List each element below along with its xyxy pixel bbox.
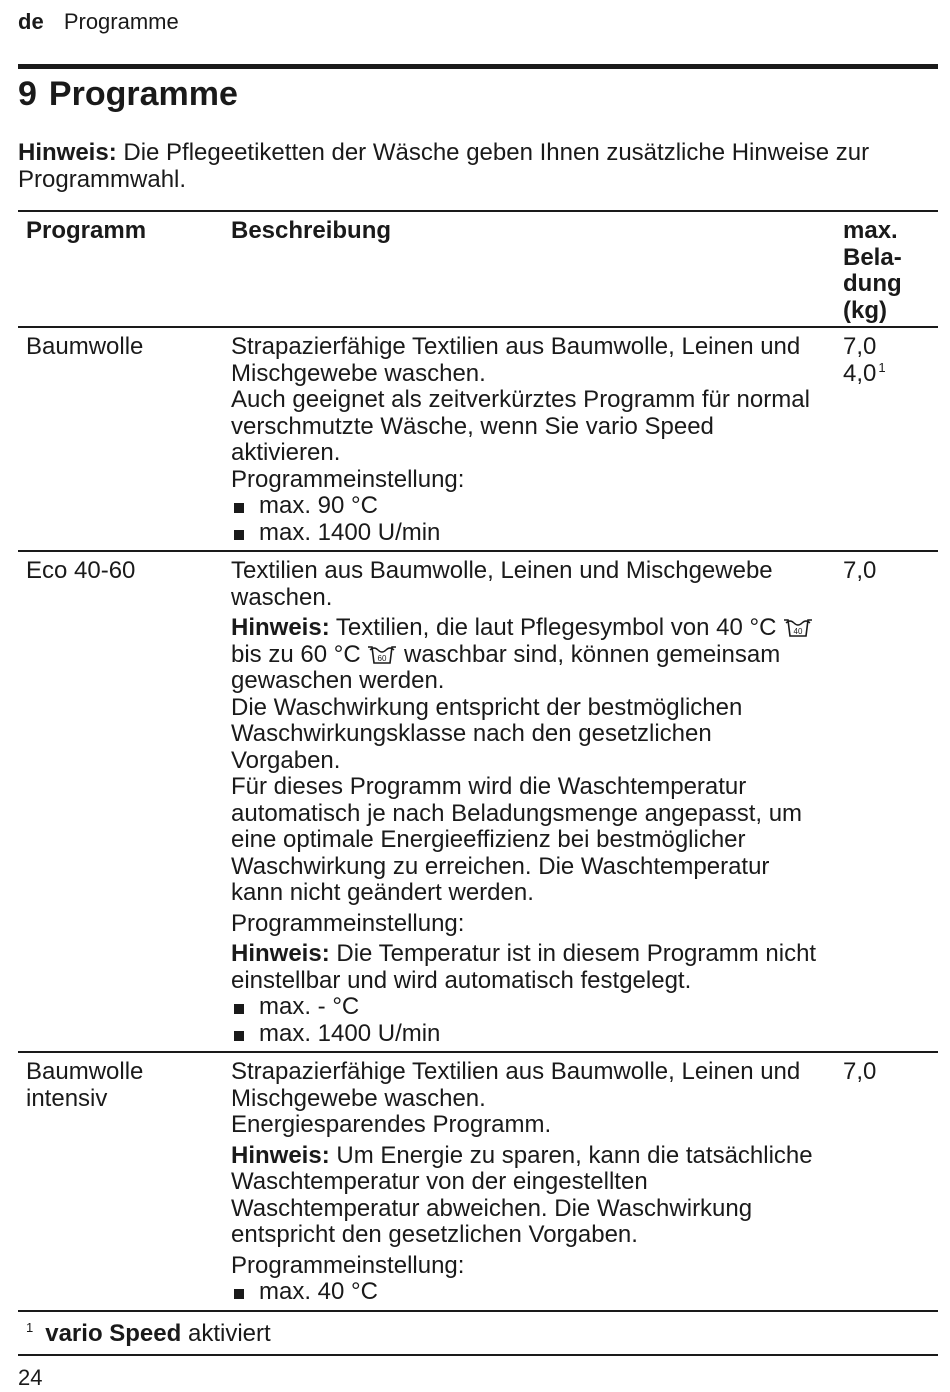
program-name: Baumwolle [18, 327, 223, 551]
note-text: Die Temperatur ist in diesem Programm nicht einstellbar und wird automatisch festgelegt. [231, 940, 817, 994]
program-description [223, 551, 835, 1052]
header-beladung-line: Bela- [843, 243, 902, 271]
header-programm: Programm [18, 211, 223, 327]
intro-note-text: Die Pflegeetiketten der Wäsche geben Ihnen zusätzliche Hinweise zur Programmwahl. [18, 139, 870, 193]
description-note [231, 1143, 827, 1249]
intro-note-label: Hinweis: [18, 139, 117, 166]
load-value: 7,0 [843, 333, 877, 360]
description-text: Strapazierfähige Textilien aus Baumwolle, Leinen und Mischgewebe waschen. [231, 1058, 801, 1112]
wash-tub-60-icon [367, 645, 397, 665]
description-text: Energiesparendes Programm. [231, 1111, 552, 1138]
section-name: Programme [63, 9, 179, 34]
svg-text:40: 40 [793, 627, 803, 636]
list-item: max. 1400 U/min [231, 520, 827, 547]
footnote [18, 1314, 938, 1356]
settings-label: Programmeinstellung: [231, 1251, 465, 1279]
settings-list [231, 493, 827, 546]
description-text: Auch geeignet als zeitverkürztes Programm für normal verschmutzte Wäsche, wenn Sie vario Speed aktivieren. [231, 386, 810, 466]
program-load [835, 551, 938, 1052]
chapter-title: Programme [48, 75, 238, 113]
svg-text:60: 60 [377, 653, 387, 663]
load-value: 7,0 [843, 557, 877, 584]
page-title [18, 74, 238, 114]
wash-tub-40-icon [783, 618, 813, 638]
program-name: Eco 40-60 [18, 551, 223, 1052]
load-value: 4,0 [843, 359, 877, 387]
header-beschreibung: Beschreibung [223, 211, 835, 327]
page-header [18, 8, 179, 36]
program-load [835, 327, 938, 551]
table-header-row [18, 211, 938, 327]
program-load [835, 1052, 938, 1311]
description-text: Für dieses Programm wird die Waschtemperatur automatisch je nach Beladungsmenge angepasst, um eine optimale Energieeffizienz bei bestmöglicher Waschwirkung zu erreichen. Die Waschtemperatur kann nicht geändert werden. [231, 773, 803, 906]
description-text: Strapazierfähige Textilien aus Baumwolle, Leinen und Mischgewebe waschen. [231, 333, 801, 387]
note-text: bis zu 60 °C [231, 640, 368, 668]
note-text: waschbar sind, können gemeinsam gewaschen werden. [231, 640, 781, 694]
header-rule [18, 64, 938, 69]
list-item: max. - °C [231, 994, 827, 1021]
note-label: Hinweis: [231, 940, 330, 967]
list-item: max. 1400 U/min [231, 1021, 827, 1048]
list-item: max. 40 °C [231, 1279, 827, 1306]
program-name: Baumwolle intensiv [18, 1052, 223, 1311]
footnote-ref: 1 [878, 359, 886, 375]
header-beladung-line: max. [843, 217, 898, 244]
settings-list [231, 1279, 827, 1306]
description-text: Textilien aus Baumwolle, Leinen und Mischgewebe waschen. [231, 557, 773, 611]
table-row [18, 551, 938, 1052]
list-item: max. 90 °C [231, 493, 827, 520]
settings-label: Programmeinstellung: [231, 465, 465, 493]
note-label: Hinweis: [231, 1141, 330, 1169]
description-note [231, 941, 827, 994]
table-row [18, 1052, 938, 1311]
page-number: 24 [18, 1365, 43, 1390]
chapter-number: 9 [18, 75, 37, 113]
description-text: Die Waschwirkung entspricht der bestmöglichen Waschwirkungsklasse nach den gesetzlichen Vorgaben. [231, 693, 743, 774]
settings-list [231, 994, 827, 1047]
program-description [223, 327, 835, 551]
load-value-speed [843, 361, 930, 388]
load-value: 7,0 [843, 1058, 877, 1085]
note-text: Um Energie zu sparen, kann die tatsächliche Waschtemperatur von der eingestellten Waschtemperatur abweichen. Die Waschwirkung entspricht den gesetzlichen Vorgaben. [231, 1141, 813, 1248]
program-description [223, 1052, 835, 1311]
footnote-mark: 1 [26, 1320, 34, 1335]
intro-note [18, 139, 938, 193]
footnote-text: aktiviert [181, 1320, 271, 1347]
note-label: Hinweis: [231, 614, 330, 641]
description-note [231, 615, 827, 695]
settings-label: Programmeinstellung: [231, 909, 465, 937]
note-text: Textilien, die laut Pflegesymbol von 40 °C [329, 614, 784, 641]
header-beladung-line: (kg) [843, 296, 887, 324]
table-row [18, 327, 938, 551]
footnote-bold: vario Speed [45, 1320, 182, 1347]
header-beladung [835, 211, 938, 327]
language-code: de [18, 9, 44, 34]
header-beladung-line: dung [843, 270, 902, 297]
program-table [18, 210, 938, 1312]
